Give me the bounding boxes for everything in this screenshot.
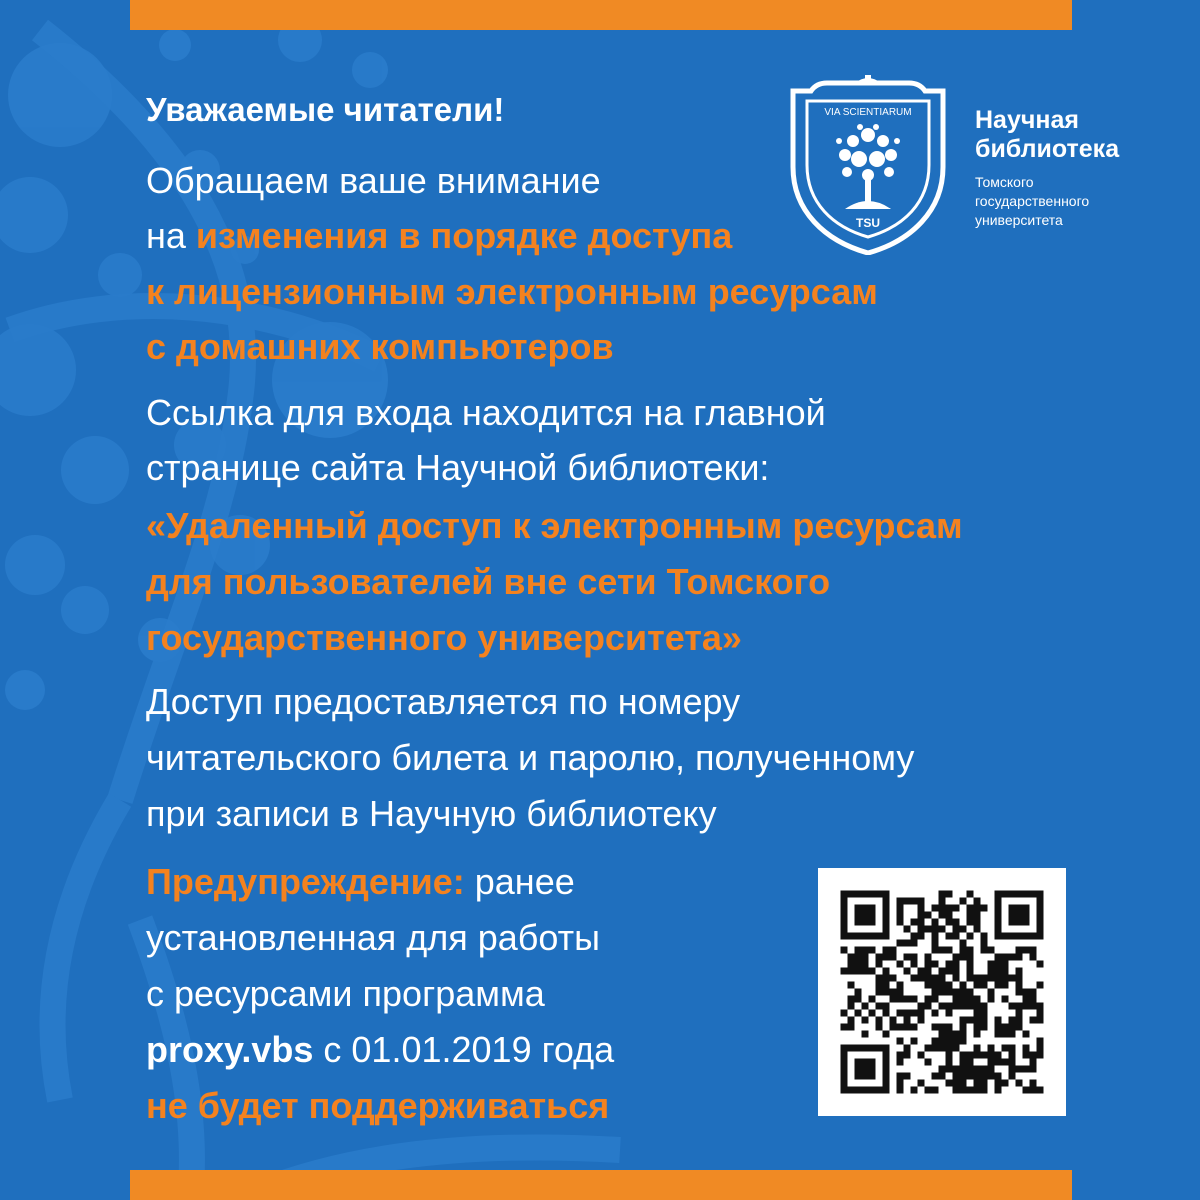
access-info-line-3: при записи в Научную библиотеку: [146, 793, 717, 834]
warning-line-1: [146, 860, 575, 904]
intro-highlight: изменения в порядке доступа: [195, 215, 733, 256]
qr-code-panel[interactable]: [818, 868, 1066, 1116]
remote-access-title-line-2: для пользователей вне сети Томского: [146, 561, 831, 602]
intro-line-4: с домашних компьютеров: [146, 326, 614, 367]
warning-label: Предупреждение:: [146, 861, 465, 902]
tsu-tree-shield-logo: [785, 75, 951, 255]
remote-access-title-line-3: государственного университета»: [146, 617, 742, 658]
warning-line-1-rest: ранее: [464, 861, 575, 902]
intro-line-2-prefix: на: [146, 215, 196, 256]
intro-line-3: к лицензионным электронным ресурсам: [146, 271, 878, 312]
warning-line-4: [146, 1028, 614, 1072]
warning-line-2: установленная для работы: [146, 917, 600, 958]
link-info-line-1: Ссылка для входа находится на главной: [146, 392, 826, 433]
library-title-line-2: библиотека: [975, 135, 1120, 163]
logo-abbr: TSU: [856, 216, 880, 230]
access-info-line-1: Доступ предоставляется по номеру: [146, 681, 741, 722]
warning-line-3: с ресурсами программа: [146, 973, 545, 1014]
library-subtitle-line-3: университета: [975, 212, 1063, 228]
remote-access-title-line-1: «Удаленный доступ к электронным ресурсам: [146, 505, 963, 546]
library-subtitle-line-2: государственного: [975, 193, 1090, 209]
bottom-accent-stripe: [130, 1170, 1072, 1200]
access-info-line-2: читательского билета и паролю, полученному: [146, 737, 915, 778]
warning-line-4-rest: с 01.01.2019 года: [313, 1029, 615, 1070]
qr-code[interactable]: [818, 868, 1066, 1116]
logo-motto: VIA SCIENTIARUM: [824, 107, 912, 118]
library-subtitle-line-1: Томского: [975, 174, 1034, 190]
intro-line-1: Обращаем ваше внимание: [146, 160, 601, 201]
top-accent-stripe: [130, 0, 1072, 30]
warning-line-5: не будет поддерживаться: [146, 1085, 610, 1126]
greeting-heading: Уважаемые читатели!: [146, 91, 505, 128]
link-info-line-2: странице сайта Научной библиотеки:: [146, 447, 770, 488]
library-title-line-1: Научная: [975, 106, 1079, 134]
program-name: proxy.vbs: [146, 1029, 314, 1070]
intro-line-2: [146, 214, 732, 258]
